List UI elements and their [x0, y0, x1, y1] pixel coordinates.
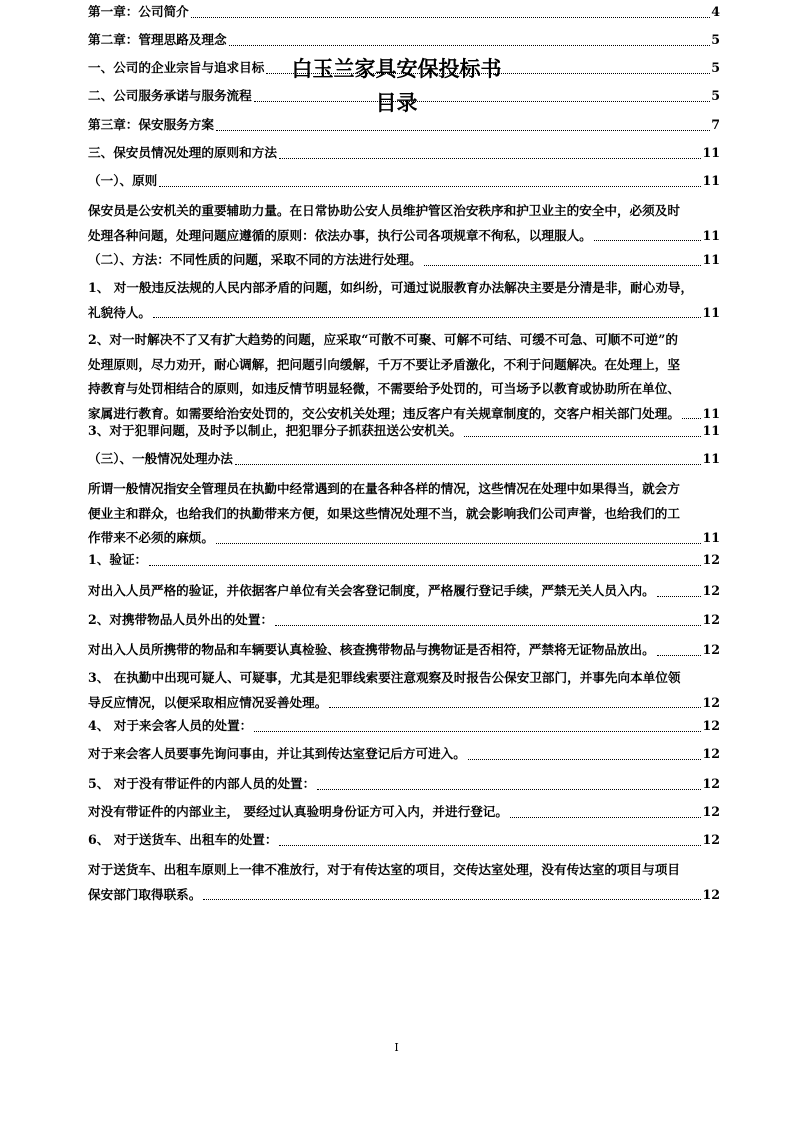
- dot-leader: [657, 596, 702, 597]
- toc-entry[interactable]: [88, 0, 720, 25]
- toc-page-number: 12: [702, 832, 720, 847]
- toc-entry-text: 礼貌待人。: [88, 304, 151, 320]
- toc-page-number: 12: [702, 886, 720, 902]
- dot-leader: [594, 240, 702, 241]
- toc-page-number: 11: [702, 252, 720, 267]
- toc-entry-text: 1、 对一般违反法规的人民内部矛盾的问题，如纠纷，可通过说服教育办法解决主要是分清是非，耐心劝导，: [88, 280, 694, 295]
- dot-leader: [468, 759, 702, 760]
- toc-entry[interactable]: [88, 248, 720, 273]
- toc-page-number: 12: [702, 583, 720, 598]
- toc-entry[interactable]: [88, 113, 720, 138]
- toc-entry-text: （三）、一般情况处理办法: [88, 451, 233, 466]
- toc-page-number: 12: [702, 552, 720, 567]
- toc-page-number: 5: [711, 88, 720, 103]
- toc-entry[interactable]: [88, 772, 720, 797]
- toc-entry[interactable]: [88, 84, 720, 109]
- toc-page-number: 12: [702, 804, 720, 819]
- toc-entry-text: （一）、原则: [88, 173, 158, 188]
- toc-entry-text: 对于送货车、出租车原则上一律不准放行，对于有传达室的项目，交传达室处理，没有传达室的项目与项目: [88, 862, 680, 877]
- toc-entry-text: 对没有带证件的内部业主， 要经过认真验明身份证方可入内，并进行登记。: [88, 804, 508, 819]
- toc-entry[interactable]: [88, 858, 720, 907]
- toc-page-number: 11: [702, 423, 720, 438]
- dot-leader: [329, 707, 701, 708]
- toc-entry[interactable]: [88, 608, 720, 633]
- toc-entry[interactable]: [88, 447, 720, 472]
- dot-leader: [424, 265, 702, 266]
- toc-entry-text: 对出入人员严格的验证，并依据客户单位有关会客登记制度，严格履行登记手续，严禁无关人员入内。: [88, 583, 655, 598]
- dot-leader: [657, 655, 702, 656]
- toc-entry[interactable]: [88, 199, 720, 248]
- toc-entry-text: 对出入人员所携带的物品和车辆要认真检验、核查携带物品与携物证是否相符，严禁将无证物品放出。: [88, 642, 655, 657]
- toc-page-number: 12: [702, 694, 720, 710]
- dot-leader: [275, 625, 701, 626]
- toc-entry-text: 导反应情况，以便采取相应情况妥善处理。: [88, 694, 328, 710]
- toc-page-number: 11: [702, 451, 720, 466]
- toc-entry-text: 2、对携带物品人员外出的处置：: [88, 612, 274, 627]
- toc-entry[interactable]: [88, 548, 720, 573]
- toc-entry-text: 持教育与处罚相结合的原则，如违反情节明显轻微，不需要给予处罚的，可当场予以教育或协助所在单位、: [88, 381, 680, 396]
- toc-entry-text: 第二章：管理思路及理念: [88, 32, 227, 47]
- toc-entry[interactable]: [88, 56, 720, 81]
- dot-leader: [203, 899, 701, 900]
- toc-entry-text: 2、对一时解决不了又有扩大趋势的问题，应采取“可散不可聚、可解不可结、可缓不可急、可顺不可逆”的: [88, 332, 678, 347]
- toc-heading: 目录: [375, 91, 418, 115]
- toc-page-number: 11: [702, 530, 720, 545]
- toc-entry[interactable]: [88, 638, 720, 663]
- document-title: 白玉兰家具安保投标书: [291, 57, 502, 81]
- toc-page-number: 12: [702, 776, 720, 791]
- toc-entry[interactable]: [88, 742, 720, 767]
- toc-entry-text: 三、保安员情况处理的原则和方法: [88, 145, 277, 160]
- dot-leader: [149, 565, 701, 566]
- dot-leader: [229, 45, 711, 46]
- toc-entry[interactable]: [88, 666, 720, 715]
- toc-page-number: 4: [711, 4, 720, 19]
- toc-entry-text: 处理各种问题，处理问题应遵循的原则：依法办事，执行公司各项规章不徇私，以理服人。: [88, 227, 592, 243]
- toc-entry[interactable]: [88, 28, 720, 53]
- toc-entry-text: 一、公司的企业宗旨与追求目标: [88, 60, 265, 75]
- dot-leader: [279, 158, 702, 159]
- dot-leader: [510, 817, 701, 818]
- toc-page-number: 11: [702, 145, 720, 160]
- dot-leader: [266, 73, 710, 74]
- dot-leader: [279, 845, 701, 846]
- toc-page-number: 11: [702, 227, 720, 243]
- dot-leader: [235, 464, 702, 465]
- toc-entry[interactable]: [88, 579, 720, 604]
- dot-leader: [254, 731, 701, 732]
- toc-page-number: 5: [711, 32, 720, 47]
- dot-leader: [317, 789, 701, 790]
- dot-leader: [464, 436, 701, 437]
- toc-entry-text: 处理原则，尽力劝开，耐心调解，把问题引向缓解，千万不要让矛盾激化，不利于问题解决。在处理上，坚: [88, 356, 680, 372]
- toc-entry[interactable]: [88, 276, 720, 325]
- toc-page-number: 12: [702, 642, 720, 657]
- toc-entry-text: 6、 对于送货车、出租车的处置：: [88, 832, 278, 847]
- toc-entry-text: 对于来会客人员要事先询问事由，并让其到传达室登记后方可进入。: [88, 746, 466, 761]
- toc-entry-text: 3、对于犯罪问题，及时予以制止，把犯罪分子抓获扭送公安机关。: [88, 423, 462, 438]
- toc-page-number: 5: [711, 60, 720, 75]
- toc-entry[interactable]: [88, 419, 720, 444]
- toc-entry-text: 1、验证：: [88, 552, 148, 567]
- toc-entry-text: 3、 在执勤中出现可疑人、可疑事，尤其是犯罪线索要注意观察及时报告公保安卫部门，并事先向本单位领: [88, 670, 681, 685]
- toc-entry[interactable]: [88, 714, 720, 739]
- toc-entry-text: 第三章：保安服务方案: [88, 117, 214, 132]
- toc-entry-text: （二）、方法：不同性质的问题，采取不同的方法进行处理。: [88, 252, 422, 267]
- toc-entry[interactable]: [88, 169, 720, 194]
- toc-entry-text: 5、 对于没有带证件的内部人员的处置：: [88, 776, 316, 791]
- toc-entry[interactable]: [88, 800, 720, 825]
- toc-page-number: 12: [702, 718, 720, 733]
- toc-entry[interactable]: [88, 328, 720, 426]
- toc-entry[interactable]: [88, 477, 720, 551]
- toc-entry-text: 所谓一般情况指安全管理员在执勤中经常遇到的在量各种各样的情况，这些情况在处理中如果得当，就会方: [88, 481, 680, 496]
- dot-leader: [159, 186, 701, 187]
- toc-entry-text: 4、 对于来会客人员的处置：: [88, 718, 253, 733]
- dot-leader: [191, 17, 710, 18]
- toc-entry[interactable]: [88, 828, 720, 853]
- dot-leader: [254, 101, 711, 102]
- toc-entry-text: 家属进行教育。如需要给治安处罚的，交公安机关处理；违反客户有关规章制度的，交客户相关部门处理。: [88, 405, 680, 421]
- toc-page-number: 11: [702, 405, 720, 421]
- dot-leader: [216, 543, 702, 544]
- toc-page-number: 12: [702, 612, 720, 627]
- toc-entry-text: 二、公司服务承诺与服务流程: [88, 88, 252, 103]
- dot-leader: [216, 130, 710, 131]
- toc-entry-text: 保安部门取得联系。: [88, 886, 202, 902]
- toc-page-number: 12: [702, 746, 720, 761]
- dot-leader: [153, 317, 702, 318]
- toc-page-number: 11: [702, 304, 720, 320]
- page-number: I: [394, 1041, 399, 1054]
- toc-entry-text: 作带来不必须的麻烦。: [88, 530, 214, 545]
- toc-entry[interactable]: [88, 141, 720, 166]
- toc-entry-text: 保安员是公安机关的重要辅助力量。在日常协助公安人员维护管区治安秩序和护卫业主的安全中，必须及时: [88, 203, 680, 218]
- toc-page-number: 11: [702, 173, 720, 188]
- toc-page-number: 7: [711, 117, 720, 132]
- toc-entry-text: 第一章：公司简介: [88, 4, 189, 19]
- toc-entry-text: 便业主和群众，也给我们的执勤带来方便，如果这些情况处理不当，就会影响我们公司声誉，也给我们的工: [88, 505, 680, 521]
